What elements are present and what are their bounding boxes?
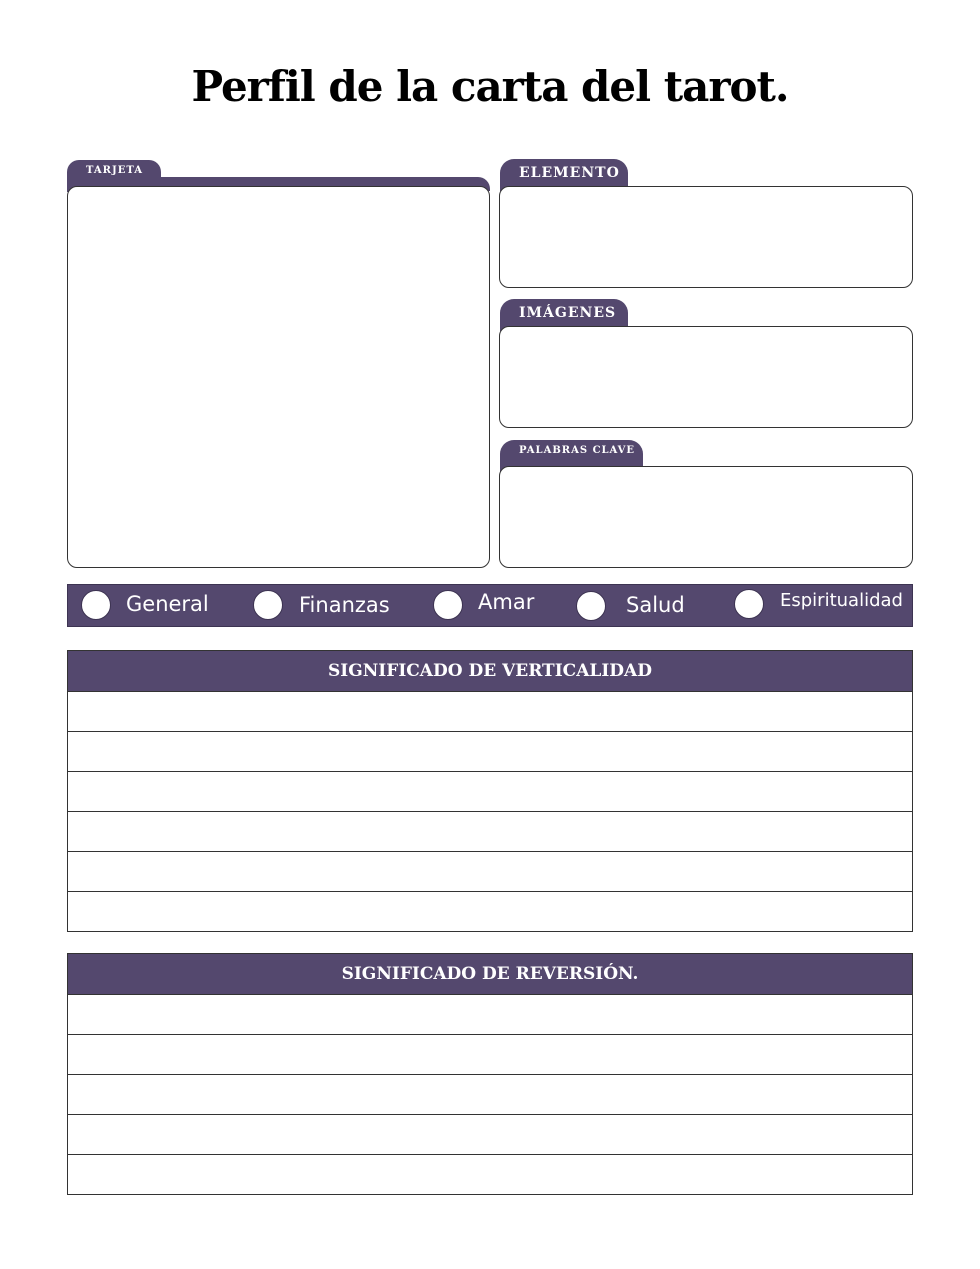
card-image-area[interactable] [67,186,490,568]
category-label: Salud [626,593,685,617]
reversed-line[interactable] [68,1035,912,1075]
upright-line[interactable] [68,852,912,892]
category-label: Espiritualidad [780,590,903,611]
radio-amar[interactable] [433,590,463,620]
upright-meaning-section [67,650,913,932]
reversed-line[interactable] [68,1075,912,1115]
upright-line[interactable] [68,732,912,772]
upright-line[interactable] [68,692,912,732]
radio-salud[interactable] [576,591,606,621]
page-title: Perfil de la carta del tarot. [191,62,789,111]
category-bar [67,584,913,627]
tarjeta-label: TARJETA [86,165,143,176]
elemento-field[interactable] [499,186,913,288]
imagenes-field[interactable] [499,326,913,428]
category-label: Finanzas [299,593,390,617]
reversed-line[interactable] [68,1155,912,1194]
radio-espiritualidad[interactable] [734,589,764,619]
imagenes-label: IMÁGENES [519,305,617,321]
upright-line[interactable] [68,772,912,812]
elemento-label: ELEMENTO [519,165,620,181]
palabras-clave-field[interactable] [499,466,913,568]
reversed-meaning-section [67,953,913,1195]
reversed-line[interactable] [68,1115,912,1155]
radio-finanzas[interactable] [253,590,283,620]
upright-meaning-heading: SIGNIFICADO DE VERTICALIDAD [68,651,912,692]
upright-line[interactable] [68,812,912,852]
reversed-line[interactable] [68,995,912,1035]
palabras-clave-label: PALABRAS CLAVE [519,445,635,456]
radio-general[interactable] [81,590,111,620]
category-label: Amar [478,590,535,614]
upright-line[interactable] [68,892,912,931]
category-label: General [126,592,209,616]
reversed-meaning-heading: SIGNIFICADO DE REVERSIÓN. [68,954,912,995]
